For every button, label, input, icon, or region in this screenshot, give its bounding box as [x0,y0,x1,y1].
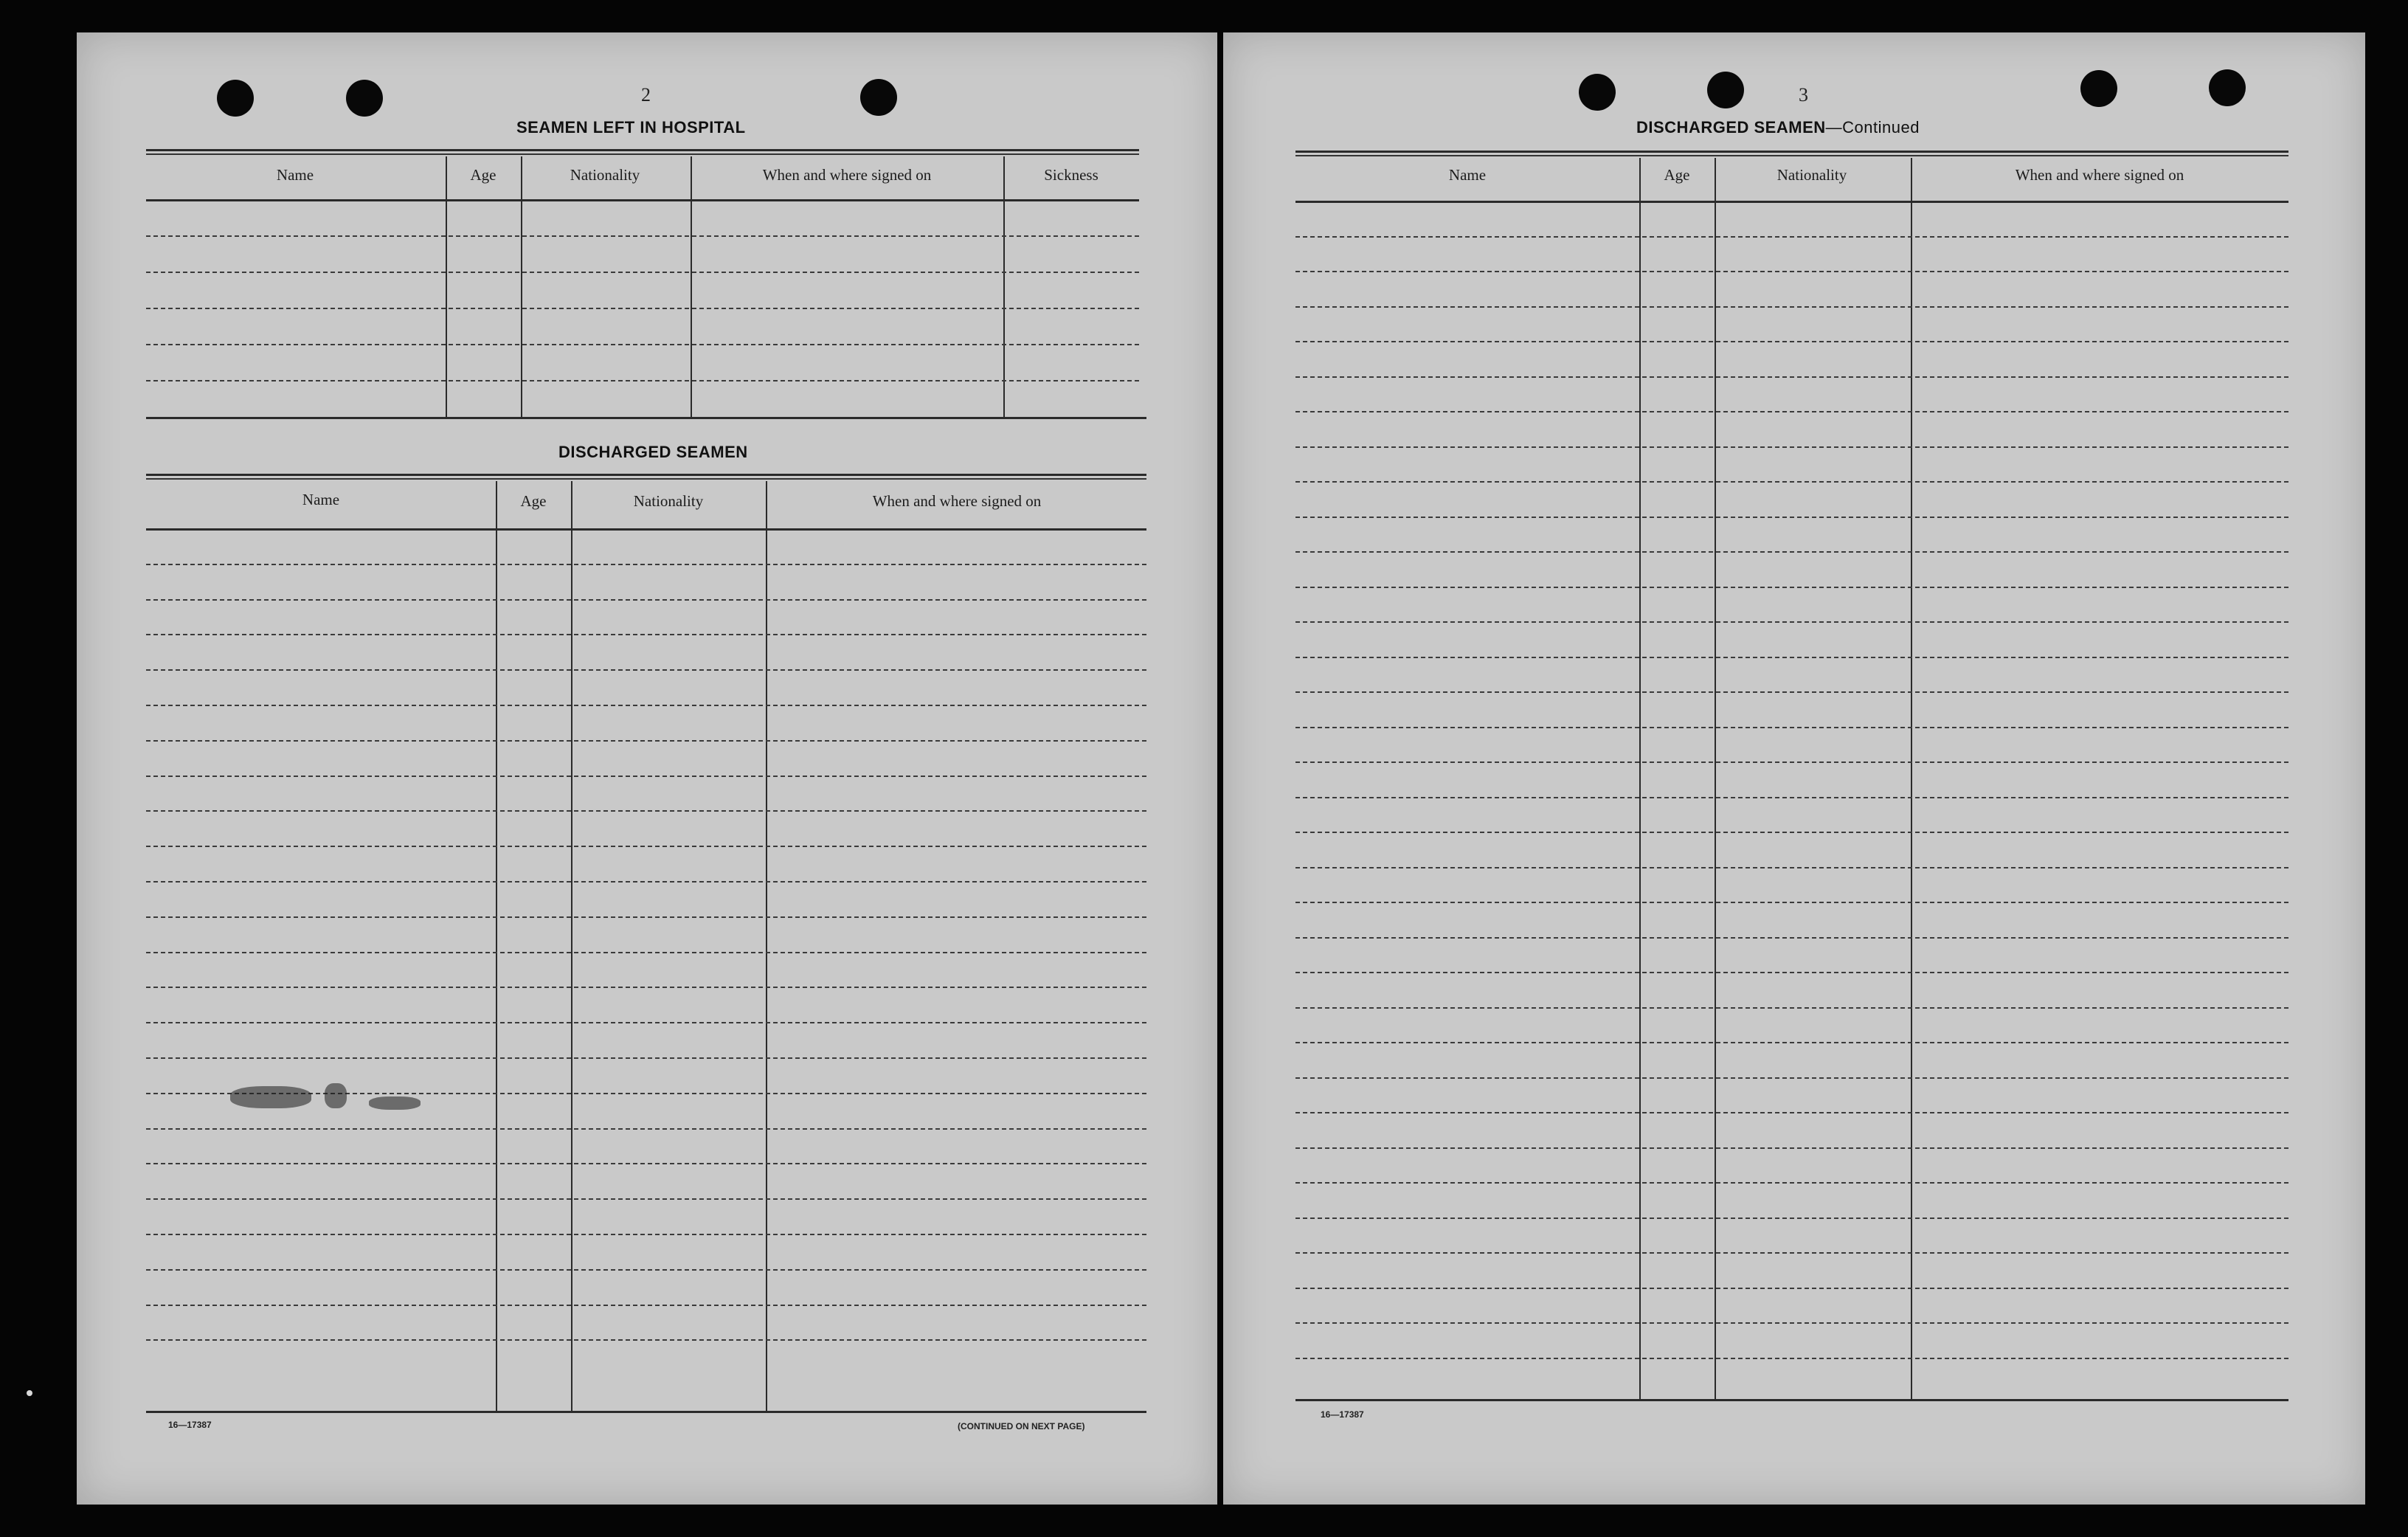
entry-row-line [1295,376,2288,378]
entry-row-line [146,1022,1146,1023]
entry-row-line [146,810,1146,812]
entry-row-line [1295,727,2288,728]
punch-hole [2080,70,2117,107]
right-header-rule [1295,201,2288,203]
discharged-divider [766,481,767,1411]
entry-row-line [1295,411,2288,412]
hospital-divider [446,156,447,418]
entry-row-line [146,776,1146,777]
punch-hole [217,80,254,117]
entry-row-line [1295,1358,2288,1359]
right-col-age: Age [1664,166,1690,184]
ink-smudge [369,1096,421,1110]
hospital-divider [521,156,522,418]
hospital-section-title: SEAMEN LEFT IN HOSPITAL [516,118,746,137]
discharged-top-rule [146,474,1146,476]
entry-row-line [146,669,1146,671]
entry-row-line [146,564,1146,565]
dust-speck [27,1390,32,1396]
entry-row-line [1295,1042,2288,1043]
entry-row-line [1295,306,2288,308]
ink-smudge [325,1083,347,1108]
ink-smudge [230,1086,311,1108]
entry-row-line [146,881,1146,883]
page-number-right: 3 [1799,84,1808,106]
entry-row-line [1295,1147,2288,1149]
entry-row-line [146,1234,1146,1235]
entry-row-line [1295,446,2288,448]
punch-hole [860,79,897,116]
left-page [77,32,1217,1505]
entry-row-line [146,846,1146,847]
right-col-name: Name [1448,166,1487,184]
entry-row-line [1295,236,2288,238]
entry-row-line [1295,341,2288,342]
right-divider [1911,158,1912,1399]
discharged-top-rule-2 [146,478,1146,480]
entry-row-line [1295,1077,2288,1079]
discharged-col-age: Age [520,492,547,510]
hospital-col-when-where: When and where signed on [762,166,932,184]
right-col-when-where: When and where signed on [2015,166,2184,184]
discharged-header-rule [146,528,1146,531]
punch-hole [1707,72,1744,108]
hospital-bottom-rule [146,417,1146,419]
entry-row-line [1295,1217,2288,1219]
right-top-rule [1295,151,2288,153]
entry-row-line [146,916,1146,918]
entry-row-line [1295,1007,2288,1009]
right-section-title [1636,118,1920,137]
entry-row-line [1295,797,2288,798]
entry-row-line [1295,691,2288,693]
entry-row-line [146,1198,1146,1200]
entry-row-line [146,705,1146,706]
entry-row-line [1295,1182,2288,1184]
entry-row-line [1295,937,2288,939]
right-title-main: DISCHARGED SEAMEN [1636,118,1826,137]
entry-row-line [1295,551,2288,553]
entry-row-line [1295,972,2288,973]
punch-hole [346,80,383,117]
entry-row-line [1295,902,2288,903]
hospital-top-rule-2 [146,153,1139,155]
entry-row-line [1295,481,2288,483]
entry-row-line [146,1339,1146,1341]
right-page [1223,32,2365,1505]
entry-row-line [146,380,1139,381]
right-title-suffix: —Continued [1825,118,1920,137]
right-divider [1715,158,1716,1399]
hospital-col-nationality: Nationality [570,166,640,184]
hospital-col-name: Name [276,166,314,184]
entry-row-line [1295,1288,2288,1289]
entry-row-line [1295,517,2288,518]
punch-hole [1579,74,1616,111]
right-divider [1639,158,1641,1399]
hospital-divider [1003,156,1005,418]
continued-note: (CONTINUED ON NEXT PAGE) [958,1421,1085,1431]
discharged-divider [571,481,572,1411]
entry-row-line [146,235,1139,237]
discharged-col-name: Name [302,491,340,508]
discharged-divider [496,481,497,1411]
punch-hole [2209,69,2246,106]
entry-row-line [1295,867,2288,868]
entry-row-line [1295,621,2288,623]
entry-row-line [146,634,1146,635]
entry-row-line [146,1128,1146,1130]
form-number-right: 16—17387 [1321,1409,1364,1420]
entry-row-line [146,344,1139,345]
entry-row-line [146,272,1139,273]
entry-row-line [146,1057,1146,1059]
entry-row-line [1295,761,2288,763]
discharged-section-title: DISCHARGED SEAMEN [558,443,748,461]
right-bottom-rule [1295,1399,2288,1401]
right-top-rule-2 [1295,155,2288,156]
entry-row-line [146,987,1146,988]
entry-row-line [1295,1112,2288,1113]
hospital-divider [691,156,692,418]
page-number-left: 2 [641,84,651,106]
hospital-top-rule [146,149,1139,151]
discharged-col-nationality: Nationality [633,492,704,510]
entry-row-line [146,1305,1146,1306]
entry-row-line [1295,587,2288,588]
discharged-col-when-where: When and where signed on [872,492,1042,510]
entry-row-line [1295,1322,2288,1324]
entry-row-line [1295,832,2288,833]
form-number-left: 16—17387 [168,1420,212,1430]
hospital-header-rule [146,199,1139,201]
entry-row-line [146,1269,1146,1271]
discharged-bottom-rule [146,1411,1146,1413]
entry-row-line [1295,657,2288,658]
entry-row-line [146,1163,1146,1164]
entry-row-line [1295,271,2288,272]
entry-row-line [146,308,1139,309]
entry-row-line [146,599,1146,601]
hospital-col-sickness: Sickness [1044,166,1099,184]
entry-row-line [146,740,1146,742]
entry-row-line [1295,1252,2288,1254]
entry-row-line [146,952,1146,953]
right-col-nationality: Nationality [1776,166,1847,184]
hospital-col-age: Age [470,166,497,184]
